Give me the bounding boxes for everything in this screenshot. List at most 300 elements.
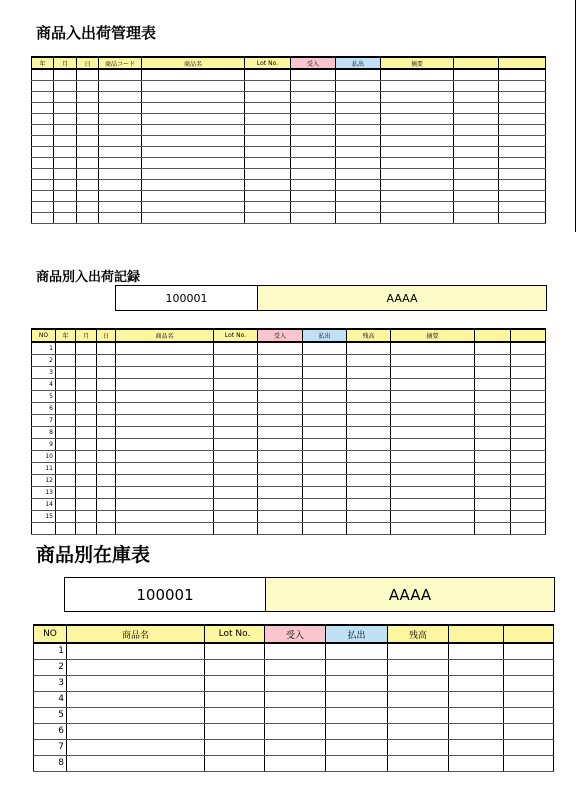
- table-cell[interactable]: [291, 168, 336, 179]
- table-cell[interactable]: [511, 474, 546, 486]
- table-cell[interactable]: [336, 124, 381, 135]
- table-cell[interactable]: [116, 426, 214, 438]
- table-cell[interactable]: [214, 402, 258, 414]
- table-cell[interactable]: [475, 402, 511, 414]
- table-cell[interactable]: [205, 723, 265, 739]
- table-cell[interactable]: [214, 414, 258, 426]
- table-cell[interactable]: [32, 124, 54, 135]
- table-cell[interactable]: [336, 190, 381, 201]
- row-number-cell[interactable]: 11: [32, 462, 56, 474]
- table-cell[interactable]: [511, 378, 546, 390]
- table-cell[interactable]: [499, 157, 546, 168]
- table-cell[interactable]: [214, 426, 258, 438]
- table-cell[interactable]: [475, 486, 511, 498]
- table-cell[interactable]: [97, 498, 116, 510]
- table-cell[interactable]: [214, 510, 258, 522]
- table-cell[interactable]: [99, 168, 142, 179]
- table-cell[interactable]: [32, 80, 54, 91]
- table-cell[interactable]: [258, 354, 303, 366]
- table-cell[interactable]: [99, 135, 142, 146]
- table-cell[interactable]: [97, 378, 116, 390]
- table-cell[interactable]: [454, 179, 499, 190]
- table-cell[interactable]: [76, 414, 97, 426]
- table-cell[interactable]: [291, 157, 336, 168]
- table-cell[interactable]: [511, 354, 546, 366]
- table-cell[interactable]: [499, 80, 546, 91]
- table-cell[interactable]: [326, 643, 388, 659]
- table-cell[interactable]: [499, 69, 546, 80]
- table-cell[interactable]: [99, 190, 142, 201]
- table-cell[interactable]: [454, 124, 499, 135]
- table-cell[interactable]: [347, 498, 391, 510]
- table-cell[interactable]: [326, 723, 388, 739]
- table-cell[interactable]: [56, 450, 76, 462]
- table-cell[interactable]: [303, 354, 347, 366]
- table-cell[interactable]: [475, 462, 511, 474]
- table-cell[interactable]: [391, 366, 475, 378]
- table-cell[interactable]: [336, 80, 381, 91]
- table-cell[interactable]: [214, 378, 258, 390]
- table-cell[interactable]: [258, 402, 303, 414]
- table-cell[interactable]: [499, 146, 546, 157]
- table-cell[interactable]: [214, 462, 258, 474]
- table-cell[interactable]: [116, 486, 214, 498]
- table-cell[interactable]: [504, 659, 554, 675]
- table-cell[interactable]: [258, 438, 303, 450]
- table-cell[interactable]: [32, 201, 54, 212]
- table-cell[interactable]: [381, 69, 454, 80]
- table-cell[interactable]: [381, 179, 454, 190]
- table-cell[interactable]: [475, 366, 511, 378]
- table-cell[interactable]: [347, 438, 391, 450]
- table-cell[interactable]: [32, 91, 54, 102]
- table-cell[interactable]: [475, 342, 511, 354]
- row-number-cell[interactable]: 3: [34, 675, 67, 691]
- table-cell[interactable]: [97, 522, 116, 534]
- table-cell[interactable]: [77, 135, 99, 146]
- table-cell[interactable]: [291, 91, 336, 102]
- table-cell[interactable]: [381, 146, 454, 157]
- table-cell[interactable]: [291, 102, 336, 113]
- table-cell[interactable]: [116, 522, 214, 534]
- table-cell[interactable]: [258, 510, 303, 522]
- table-cell[interactable]: [32, 157, 54, 168]
- table-cell[interactable]: [291, 80, 336, 91]
- table-cell[interactable]: [205, 675, 265, 691]
- table-cell[interactable]: [214, 438, 258, 450]
- table-cell[interactable]: [326, 755, 388, 771]
- table-cell[interactable]: [205, 659, 265, 675]
- table-cell[interactable]: [454, 190, 499, 201]
- table-cell[interactable]: [67, 675, 205, 691]
- table-cell[interactable]: [97, 462, 116, 474]
- table-cell[interactable]: [303, 498, 347, 510]
- table-cell[interactable]: [388, 723, 449, 739]
- row-number-cell[interactable]: 6: [34, 723, 67, 739]
- product-name[interactable]: AAAA: [258, 286, 546, 310]
- table-cell[interactable]: [214, 474, 258, 486]
- table-cell[interactable]: [77, 91, 99, 102]
- table-cell[interactable]: [326, 659, 388, 675]
- table-cell[interactable]: [32, 179, 54, 190]
- table-cell[interactable]: [336, 212, 381, 223]
- table-cell[interactable]: [303, 414, 347, 426]
- table-cell[interactable]: [77, 146, 99, 157]
- table-cell[interactable]: [258, 342, 303, 354]
- table-cell[interactable]: [97, 366, 116, 378]
- table-cell[interactable]: [265, 755, 326, 771]
- table-cell[interactable]: [99, 80, 142, 91]
- table-cell[interactable]: [475, 438, 511, 450]
- table-cell[interactable]: [142, 80, 245, 91]
- table-cell[interactable]: [475, 414, 511, 426]
- table-cell[interactable]: [76, 510, 97, 522]
- table-cell[interactable]: [97, 486, 116, 498]
- table-cell[interactable]: [291, 212, 336, 223]
- row-number-cell[interactable]: 14: [32, 498, 56, 510]
- table-cell[interactable]: [56, 354, 76, 366]
- table-cell[interactable]: [303, 438, 347, 450]
- table-cell[interactable]: [214, 390, 258, 402]
- table-cell[interactable]: [391, 438, 475, 450]
- table-cell[interactable]: [388, 675, 449, 691]
- table-cell[interactable]: [381, 91, 454, 102]
- table-cell[interactable]: [449, 643, 504, 659]
- table-cell[interactable]: [54, 179, 77, 190]
- table-cell[interactable]: [97, 414, 116, 426]
- table-cell[interactable]: [205, 691, 265, 707]
- row-number-cell[interactable]: 2: [32, 354, 56, 366]
- table-cell[interactable]: [116, 378, 214, 390]
- table-cell[interactable]: [504, 675, 554, 691]
- table-cell[interactable]: [245, 80, 291, 91]
- table-cell[interactable]: [142, 113, 245, 124]
- table-cell[interactable]: [326, 691, 388, 707]
- table-cell[interactable]: [32, 212, 54, 223]
- table-cell[interactable]: [265, 723, 326, 739]
- table-cell[interactable]: [77, 212, 99, 223]
- table-cell[interactable]: [499, 190, 546, 201]
- table-cell[interactable]: [56, 366, 76, 378]
- table-cell[interactable]: [214, 486, 258, 498]
- table-cell[interactable]: [449, 739, 504, 755]
- table-cell[interactable]: [77, 157, 99, 168]
- table-cell[interactable]: [391, 390, 475, 402]
- table-cell[interactable]: [391, 498, 475, 510]
- table-cell[interactable]: [56, 474, 76, 486]
- row-number-cell[interactable]: 1: [34, 643, 67, 659]
- table-cell[interactable]: [347, 366, 391, 378]
- table-cell[interactable]: [142, 157, 245, 168]
- table-cell[interactable]: [499, 91, 546, 102]
- table-cell[interactable]: [54, 190, 77, 201]
- table-cell[interactable]: [258, 450, 303, 462]
- table-cell[interactable]: [303, 426, 347, 438]
- table-cell[interactable]: [258, 414, 303, 426]
- row-number-cell[interactable]: 5: [34, 707, 67, 723]
- table-cell[interactable]: [67, 707, 205, 723]
- table-cell[interactable]: [67, 739, 205, 755]
- table-cell[interactable]: [347, 522, 391, 534]
- table-cell[interactable]: [303, 450, 347, 462]
- table-cell[interactable]: [56, 510, 76, 522]
- table-cell[interactable]: [336, 157, 381, 168]
- table-cell[interactable]: [77, 190, 99, 201]
- row-number-cell[interactable]: 5: [32, 390, 56, 402]
- row-number-cell[interactable]: 7: [34, 739, 67, 755]
- table-cell[interactable]: [504, 643, 554, 659]
- table-cell[interactable]: [475, 474, 511, 486]
- table-cell[interactable]: [475, 378, 511, 390]
- table-cell[interactable]: [67, 723, 205, 739]
- table-cell[interactable]: [76, 438, 97, 450]
- row-number-cell[interactable]: 3: [32, 366, 56, 378]
- table-cell[interactable]: [499, 201, 546, 212]
- table-cell[interactable]: [336, 168, 381, 179]
- table-cell[interactable]: [77, 102, 99, 113]
- row-number-cell[interactable]: 10: [32, 450, 56, 462]
- row-number-cell[interactable]: 2: [34, 659, 67, 675]
- table-cell[interactable]: [511, 486, 546, 498]
- product-code[interactable]: 100001: [116, 286, 258, 310]
- table-cell[interactable]: [56, 402, 76, 414]
- table-cell[interactable]: [303, 390, 347, 402]
- table-cell[interactable]: [511, 450, 546, 462]
- table-cell[interactable]: [347, 402, 391, 414]
- table-cell[interactable]: [347, 426, 391, 438]
- table-cell[interactable]: [245, 69, 291, 80]
- table-cell[interactable]: [214, 522, 258, 534]
- table-cell[interactable]: [499, 212, 546, 223]
- table-cell[interactable]: [97, 402, 116, 414]
- table-cell[interactable]: [291, 113, 336, 124]
- table-cell[interactable]: [116, 390, 214, 402]
- table-cell[interactable]: [56, 378, 76, 390]
- table-cell[interactable]: [97, 354, 116, 366]
- table-cell[interactable]: [391, 402, 475, 414]
- table-cell[interactable]: [511, 402, 546, 414]
- row-number-cell[interactable]: 8: [34, 755, 67, 771]
- table-cell[interactable]: [391, 474, 475, 486]
- table-cell[interactable]: [303, 522, 347, 534]
- table-cell[interactable]: [67, 659, 205, 675]
- table-cell[interactable]: [76, 354, 97, 366]
- table-cell[interactable]: [77, 113, 99, 124]
- table-cell[interactable]: [291, 201, 336, 212]
- table-cell[interactable]: [76, 462, 97, 474]
- table-cell[interactable]: [391, 378, 475, 390]
- table-cell[interactable]: [67, 691, 205, 707]
- table-cell[interactable]: [391, 342, 475, 354]
- row-number-cell[interactable]: 4: [34, 691, 67, 707]
- table-cell[interactable]: [54, 201, 77, 212]
- table-cell[interactable]: [381, 201, 454, 212]
- table-cell[interactable]: [76, 450, 97, 462]
- table-cell[interactable]: [449, 675, 504, 691]
- table-cell[interactable]: [99, 91, 142, 102]
- table-cell[interactable]: [76, 426, 97, 438]
- table-cell[interactable]: [76, 402, 97, 414]
- table-cell[interactable]: [116, 450, 214, 462]
- table-cell[interactable]: [388, 659, 449, 675]
- table-cell[interactable]: [347, 486, 391, 498]
- table-cell[interactable]: [336, 91, 381, 102]
- table-cell[interactable]: [454, 102, 499, 113]
- table-cell[interactable]: [67, 755, 205, 771]
- table-cell[interactable]: [391, 450, 475, 462]
- table-cell[interactable]: [99, 113, 142, 124]
- table-cell[interactable]: [258, 474, 303, 486]
- table-cell[interactable]: [142, 91, 245, 102]
- table-cell[interactable]: [511, 522, 546, 534]
- table-cell[interactable]: [336, 135, 381, 146]
- table-cell[interactable]: [499, 179, 546, 190]
- table-cell[interactable]: [347, 474, 391, 486]
- table-cell[interactable]: [291, 190, 336, 201]
- table-cell[interactable]: [54, 102, 77, 113]
- table-cell[interactable]: [97, 438, 116, 450]
- table-cell[interactable]: [336, 201, 381, 212]
- table-cell[interactable]: [511, 414, 546, 426]
- table-cell[interactable]: [32, 146, 54, 157]
- table-cell[interactable]: [347, 390, 391, 402]
- table-cell[interactable]: [504, 707, 554, 723]
- table-cell[interactable]: [56, 390, 76, 402]
- table-cell[interactable]: [205, 707, 265, 723]
- table-cell[interactable]: [54, 113, 77, 124]
- table-cell[interactable]: [99, 102, 142, 113]
- table-cell[interactable]: [291, 124, 336, 135]
- row-number-cell[interactable]: [32, 522, 56, 534]
- table-cell[interactable]: [245, 179, 291, 190]
- table-cell[interactable]: [245, 135, 291, 146]
- table-cell[interactable]: [381, 212, 454, 223]
- table-cell[interactable]: [347, 378, 391, 390]
- table-cell[interactable]: [205, 643, 265, 659]
- table-cell[interactable]: [245, 91, 291, 102]
- table-cell[interactable]: [258, 486, 303, 498]
- table-cell[interactable]: [449, 755, 504, 771]
- table-cell[interactable]: [347, 342, 391, 354]
- table-cell[interactable]: [388, 755, 449, 771]
- table-cell[interactable]: [391, 462, 475, 474]
- table-cell[interactable]: [326, 739, 388, 755]
- table-cell[interactable]: [32, 190, 54, 201]
- table-cell[interactable]: [454, 201, 499, 212]
- table-cell[interactable]: [381, 168, 454, 179]
- table-cell[interactable]: [449, 659, 504, 675]
- table-cell[interactable]: [258, 498, 303, 510]
- table-cell[interactable]: [504, 723, 554, 739]
- table-cell[interactable]: [99, 212, 142, 223]
- row-number-cell[interactable]: 13: [32, 486, 56, 498]
- row-number-cell[interactable]: 8: [32, 426, 56, 438]
- table-cell[interactable]: [499, 168, 546, 179]
- table-cell[interactable]: [245, 168, 291, 179]
- table-cell[interactable]: [381, 124, 454, 135]
- table-cell[interactable]: [258, 426, 303, 438]
- table-cell[interactable]: [77, 124, 99, 135]
- table-cell[interactable]: [391, 354, 475, 366]
- table-cell[interactable]: [388, 707, 449, 723]
- table-cell[interactable]: [303, 486, 347, 498]
- table-cell[interactable]: [56, 462, 76, 474]
- table-cell[interactable]: [67, 643, 205, 659]
- table-cell[interactable]: [336, 146, 381, 157]
- table-cell[interactable]: [116, 498, 214, 510]
- table-cell[interactable]: [454, 80, 499, 91]
- table-cell[interactable]: [381, 190, 454, 201]
- table-cell[interactable]: [76, 474, 97, 486]
- table-cell[interactable]: [54, 146, 77, 157]
- table-cell[interactable]: [116, 438, 214, 450]
- table-cell[interactable]: [116, 474, 214, 486]
- table-cell[interactable]: [76, 486, 97, 498]
- table-cell[interactable]: [454, 157, 499, 168]
- table-cell[interactable]: [499, 102, 546, 113]
- table-cell[interactable]: [54, 135, 77, 146]
- table-cell[interactable]: [99, 179, 142, 190]
- table-cell[interactable]: [116, 366, 214, 378]
- table-cell[interactable]: [142, 124, 245, 135]
- table-cell[interactable]: [214, 354, 258, 366]
- table-cell[interactable]: [76, 378, 97, 390]
- table-cell[interactable]: [142, 190, 245, 201]
- table-cell[interactable]: [76, 390, 97, 402]
- table-cell[interactable]: [142, 102, 245, 113]
- table-cell[interactable]: [504, 739, 554, 755]
- table-cell[interactable]: [245, 190, 291, 201]
- table-cell[interactable]: [97, 342, 116, 354]
- table-cell[interactable]: [142, 146, 245, 157]
- table-cell[interactable]: [388, 739, 449, 755]
- table-cell[interactable]: [99, 157, 142, 168]
- table-cell[interactable]: [116, 342, 214, 354]
- table-cell[interactable]: [56, 426, 76, 438]
- table-cell[interactable]: [336, 113, 381, 124]
- table-cell[interactable]: [391, 414, 475, 426]
- table-cell[interactable]: [116, 354, 214, 366]
- table-cell[interactable]: [449, 723, 504, 739]
- table-cell[interactable]: [499, 124, 546, 135]
- table-cell[interactable]: [504, 691, 554, 707]
- table-cell[interactable]: [54, 168, 77, 179]
- table-cell[interactable]: [381, 157, 454, 168]
- table-cell[interactable]: [245, 212, 291, 223]
- table-cell[interactable]: [76, 342, 97, 354]
- table-cell[interactable]: [499, 135, 546, 146]
- table-cell[interactable]: [32, 113, 54, 124]
- table-cell[interactable]: [511, 438, 546, 450]
- table-cell[interactable]: [303, 342, 347, 354]
- table-cell[interactable]: [303, 366, 347, 378]
- row-number-cell[interactable]: 6: [32, 402, 56, 414]
- table-cell[interactable]: [245, 157, 291, 168]
- table-cell[interactable]: [56, 486, 76, 498]
- table-cell[interactable]: [77, 168, 99, 179]
- table-cell[interactable]: [511, 342, 546, 354]
- table-cell[interactable]: [265, 739, 326, 755]
- table-cell[interactable]: [291, 179, 336, 190]
- table-cell[interactable]: [475, 450, 511, 462]
- table-cell[interactable]: [475, 498, 511, 510]
- table-cell[interactable]: [116, 402, 214, 414]
- row-number-cell[interactable]: 12: [32, 474, 56, 486]
- table-cell[interactable]: [54, 157, 77, 168]
- table-cell[interactable]: [214, 366, 258, 378]
- table-cell[interactable]: [32, 135, 54, 146]
- table-cell[interactable]: [142, 168, 245, 179]
